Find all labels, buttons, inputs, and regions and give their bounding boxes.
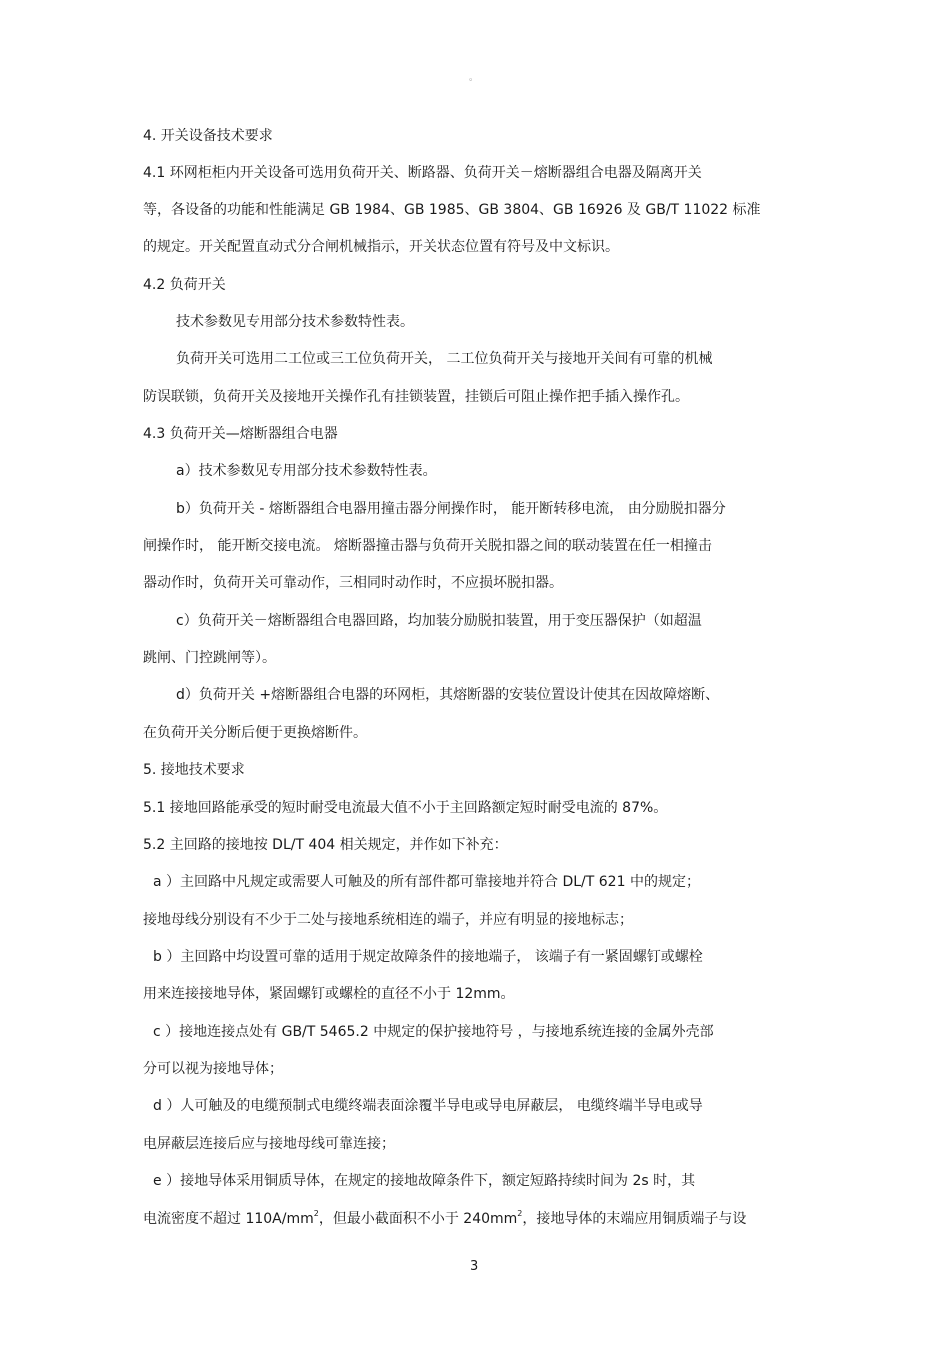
- paragraph-line: 跳闸、门控跳闸等）。: [143, 650, 276, 666]
- superscript: 2: [517, 1209, 523, 1218]
- list-item-d: d ）人可触及的电缆预制式电缆终端表面涂覆半导电或导电屏蔽层， 电缆终端半导电或导: [153, 1098, 703, 1114]
- section-heading-4: 4. 开关设备技术要求: [143, 128, 273, 144]
- page-number: 3: [470, 1259, 479, 1274]
- list-item-b: b）负荷开关 - 熔断器组合电器用撞击器分闸操作时， 能开断转移电流， 由分励脱扣器分: [176, 501, 726, 517]
- text-run: 电流密度不超过 110A/mm: [143, 1211, 314, 1227]
- paragraph-line: 用来连接接地导体，紧固螺钉或螺栓的直径不小于 12mm。: [143, 986, 515, 1002]
- paragraph-line: 在负荷开关分断后便于更换熔断件。: [143, 725, 367, 741]
- superscript: 2: [313, 1209, 319, 1218]
- list-item-a: a）技术参数见专用部分技术参数特性表。: [176, 463, 437, 479]
- paragraph-line: [143, 1210, 746, 1228]
- paragraph-line: 闸操作时， 能开断交接电流。 熔断器撞击器与负荷开关脱扣器之间的联动装置在任一相撞击: [143, 538, 712, 554]
- section-heading-5: 5. 接地技术要求: [143, 762, 245, 778]
- paragraph-line: 防误联锁，负荷开关及接地开关操作孔有挂锁装置，挂锁后可阻止操作把手插入操作孔。: [143, 389, 689, 405]
- page-top-mark: 。: [469, 73, 479, 83]
- list-item-c: c）负荷开关－熔断器组合电器回路，均加装分励脱扣装置，用于变压器保护（如超温: [176, 613, 702, 629]
- paragraph-line: 5.1 接地回路能承受的短时耐受电流最大值不小于主回路额定短时耐受电流的 87%。: [143, 800, 668, 816]
- paragraph-line: 4.1 环网柜柜内开关设备可选用负荷开关、断路器、负荷开关－熔断器组合电器及隔离开关: [143, 165, 702, 181]
- list-item-e: e ）接地导体采用铜质导体，在规定的接地故障条件下，额定短路持续时间为 2s 时，其: [153, 1173, 696, 1189]
- list-item-b: b ）主回路中均设置可靠的适用于规定故障条件的接地端子， 该端子有一紧固螺钉或螺栓: [153, 949, 703, 965]
- paragraph-line: 接地母线分别设有不少于二处与接地系统相连的端子，并应有明显的接地标志；: [143, 912, 633, 928]
- list-item-c: c ）接地连接点处有 GB/T 5465.2 中规定的保护接地符号 ，与接地系统连接的金属外壳部: [153, 1024, 714, 1040]
- subsection-heading-4-2: 4.2 负荷开关: [143, 277, 226, 293]
- paragraph-line: 负荷开关可选用二工位或三工位负荷开关， 二工位负荷开关与接地开关间有可靠的机械: [176, 351, 713, 367]
- text-run: ，接地导体的末端应用铜质端子与设: [522, 1211, 747, 1227]
- paragraph-line: 的规定。开关配置直动式分合闸机械指示，开关状态位置有符号及中文标识。: [143, 239, 619, 255]
- paragraph-line: 等，各设备的功能和性能满足 GB 1984、GB 1985、GB 3804、GB 16926 及 GB/T 11022 标准: [143, 202, 761, 218]
- subsection-heading-4-3: 4.3 负荷开关—熔断器组合电器: [143, 426, 338, 442]
- paragraph-line: 技术参数见专用部分技术参数特性表。: [176, 314, 414, 330]
- text-run: ，但最小截面积不小于 240mm: [318, 1211, 518, 1227]
- paragraph-line: 器动作时，负荷开关可靠动作，三相同时动作时，不应损坏脱扣器。: [143, 575, 563, 591]
- list-item-a: a ）主回路中凡规定或需要人可触及的所有部件都可靠接地并符合 DL/T 621 中的规定；: [153, 874, 700, 890]
- paragraph-line: 分可以视为接地导体；: [143, 1061, 283, 1077]
- paragraph-line: 电屏蔽层连接后应与接地母线可靠连接；: [143, 1136, 395, 1152]
- paragraph-line: 5.2 主回路的接地按 DL/T 404 相关规定，并作如下补充：: [143, 837, 508, 853]
- list-item-d: d）负荷开关 +熔断器组合电器的环网柜，其熔断器的安装位置设计使其在因故障熔断、: [176, 687, 720, 703]
